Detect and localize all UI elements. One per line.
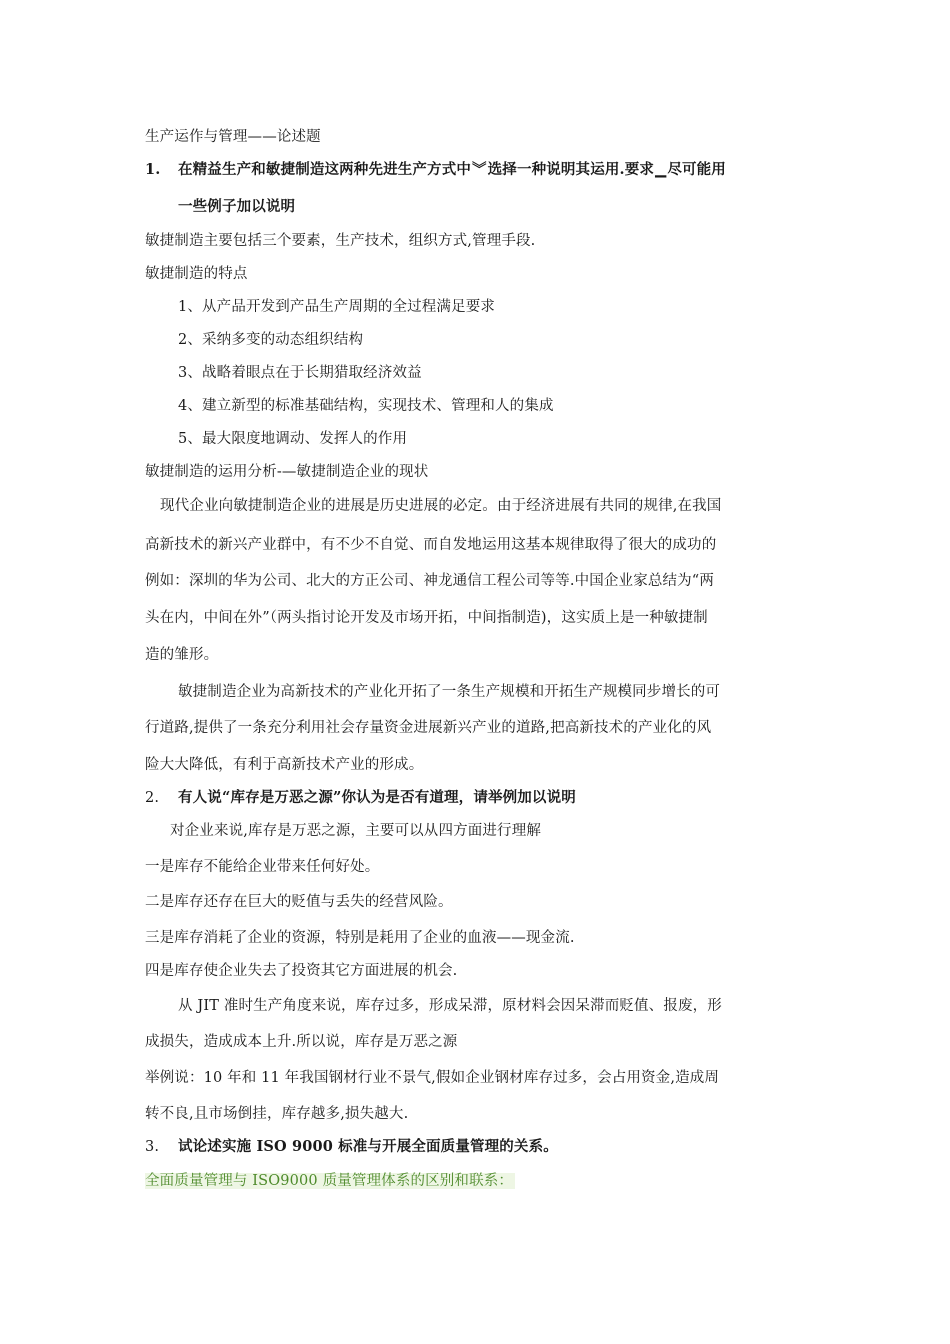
paragraph-1-line-4: 头在内，中间在外”（两头指讨论开发及市场开拓，中间指制造)，这实质上是一种敏捷制 bbox=[145, 610, 708, 626]
feature-item-3: 3、战略着眼点在于长期猎取经济效益 bbox=[178, 365, 422, 381]
paragraph-1-line-2: 高新技术的新兴产业群中，有不少不自觉、而自发地运用这基本规律取得了很大的成功的 bbox=[145, 537, 717, 553]
question-3 bbox=[145, 1137, 558, 1157]
paragraph-elements: 敏捷制造主要包括三个要素，生产技术，组织方式,管理手段. bbox=[145, 233, 536, 249]
question-2-intro: 对企业来说,库存是万恶之源，主要可以从四方面进行理解 bbox=[170, 823, 542, 839]
paragraph-2-line-3: 险大大降低，有利于高新技术产业的形成。 bbox=[145, 757, 424, 773]
feature-item-1: 1、从产品开发到产品生产周期的全过程满足要求 bbox=[178, 299, 496, 315]
question-3-text: 试论述实施 ISO 9000 标准与开展全面质量管理的关系。 bbox=[178, 1138, 558, 1155]
question-2-point-3: 三是库存消耗了企业的资源，特别是耗用了企业的血液——现金流. bbox=[145, 930, 575, 946]
bracket-mark-icon: ▁ bbox=[655, 161, 667, 178]
paragraph-4-line-1: 举例说：10 年和 11 年我国钢材行业不景气,假如企业钢材库存过多，会占用资金,造成周 bbox=[145, 1070, 720, 1086]
double-chevron-down-icon: ︾ bbox=[472, 161, 487, 178]
paragraph-2-line-2: 行道路,提供了一条充分利用社会存量资金进展新兴产业的道路,把高新技术的产业化的风 bbox=[145, 720, 712, 736]
feature-item-4: 4、建立新型的标准基础结构，实现技术、管理和人的集成 bbox=[178, 398, 554, 414]
question-2-point-2: 二是库存还存在巨大的贬值与丢失的经营风险。 bbox=[145, 894, 453, 910]
question-2-number: 2. bbox=[145, 790, 160, 806]
question-1-text-b: 选择一种说明其运用.要求 bbox=[487, 161, 655, 178]
question-3-subheading bbox=[145, 1171, 515, 1191]
paragraph-1-line-5: 造的雏形。 bbox=[145, 647, 219, 663]
question-1-line-2: 一些例子加以说明 bbox=[178, 198, 296, 215]
feature-item-5: 5、最大限度地调动、发挥人的作用 bbox=[178, 431, 408, 447]
question-2-text: 有人说“库存是万恶之源”你认为是否有道理，请举例加以说明 bbox=[178, 789, 576, 806]
highlighted-subheading: 全面质量管理与 ISO9000 质量管理体系的区别和联系： bbox=[145, 1173, 514, 1189]
question-2-point-4: 四是库存使企业失去了投资其它方面进展的机会. bbox=[145, 963, 458, 979]
question-1-line-1 bbox=[145, 160, 726, 180]
paragraph-4-line-2: 转不良,且市场倒挂，库存越多,损失越大. bbox=[145, 1106, 409, 1122]
question-1-number: 1. bbox=[145, 161, 161, 178]
paragraph-3-line-1: 从 JIT 准时生产角度来说，库存过多，形成呆滞，原材料会因呆滞而贬值、报废，形 bbox=[178, 998, 722, 1014]
paragraph-1-line-1: 现代企业向敏捷制造企业的进展是历史进展的必定。由于经济进展有共同的规律,在我国 bbox=[160, 498, 722, 514]
heading-features: 敏捷制造的特点 bbox=[145, 266, 248, 282]
question-2-point-1: 一是库存不能给企业带来任何好处。 bbox=[145, 859, 380, 875]
question-2 bbox=[145, 788, 576, 808]
question-3-number: 3. bbox=[145, 1139, 160, 1155]
question-1-text-c: 尽可能用 bbox=[667, 161, 726, 178]
document-title: 生产运作与管理——论述题 bbox=[145, 129, 321, 145]
heading-analysis: 敏捷制造的运用分析-—敏捷制造企业的现状 bbox=[145, 464, 429, 480]
paragraph-1-line-3: 例如：深圳的华为公司、北大的方正公司、神龙通信工程公司等等.中国企业家总结为“两 bbox=[145, 573, 715, 589]
paragraph-3-line-2: 成损失，造成成本上升.所以说，库存是万恶之源 bbox=[145, 1034, 458, 1050]
feature-item-2: 2、采纳多变的动态组织结构 bbox=[178, 332, 364, 348]
question-1-text-a: 在精益生产和敏捷制造这两种先进生产方式中 bbox=[178, 161, 471, 178]
paragraph-2-line-1: 敏捷制造企业为高新技术的产业化开拓了一条生产规模和开拓生产规模同步增长的可 bbox=[178, 684, 721, 700]
